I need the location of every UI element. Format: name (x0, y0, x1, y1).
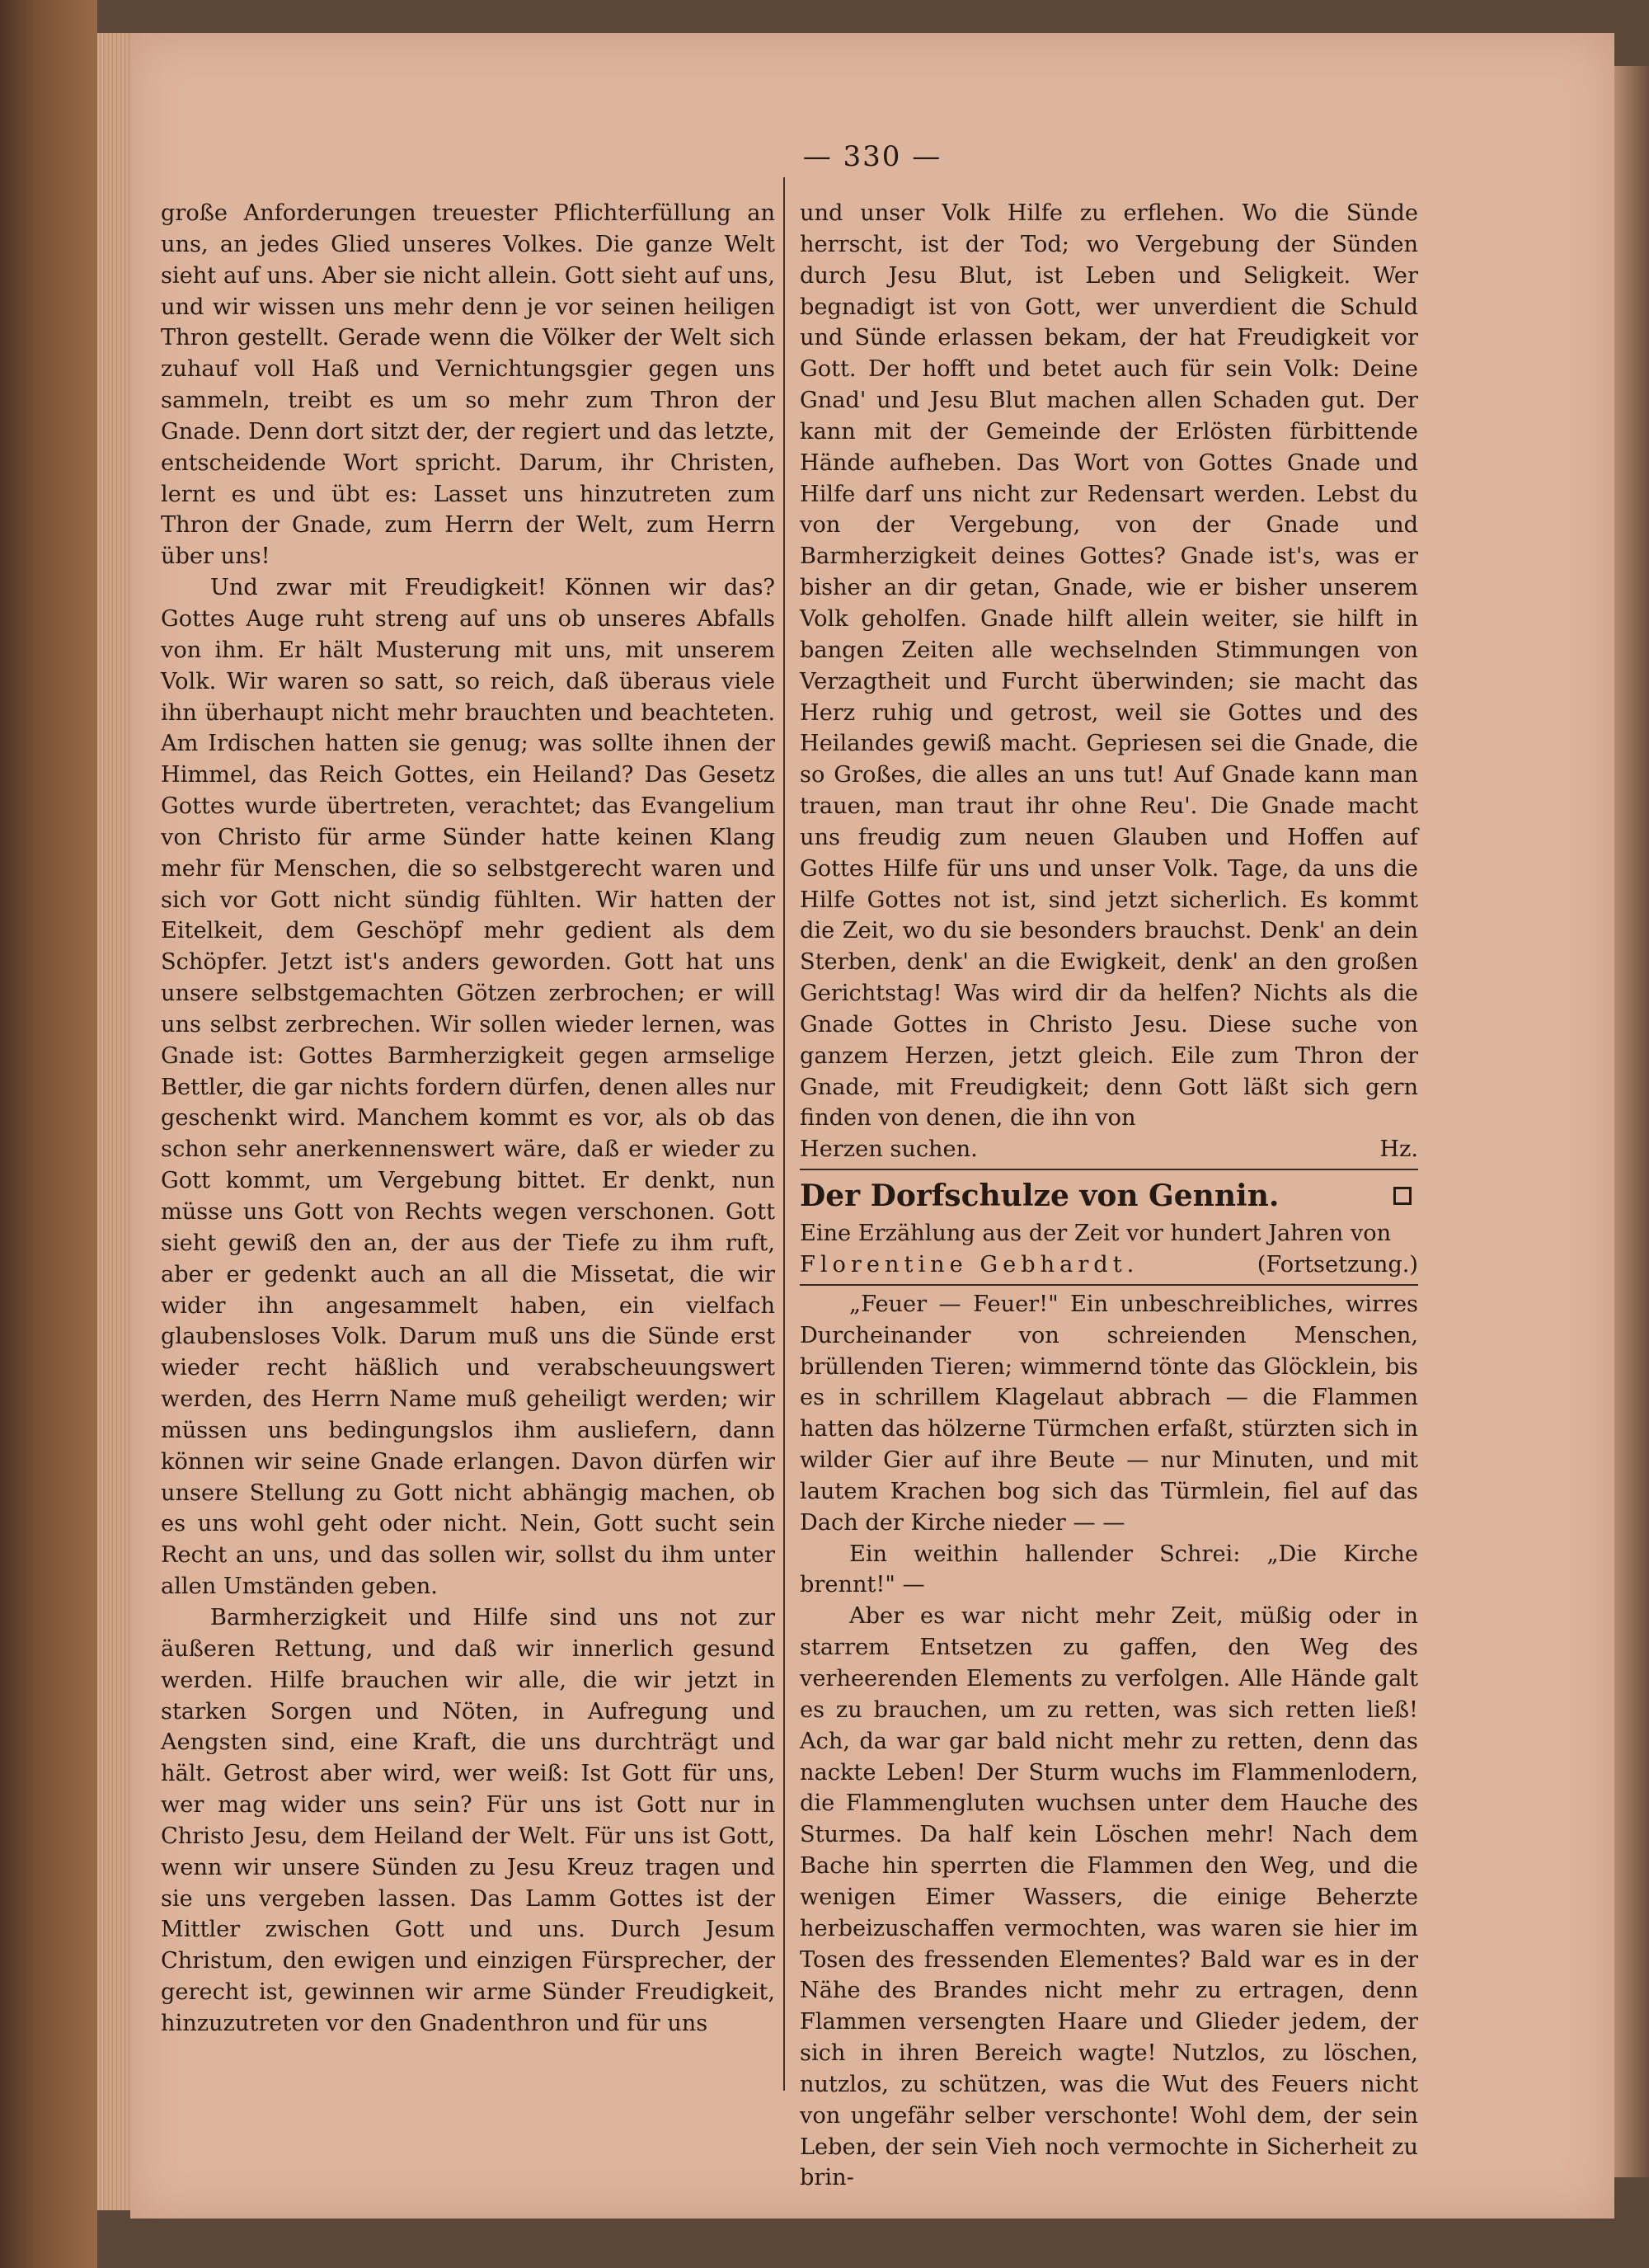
paragraph: Barmherzigkeit und Hilfe sind uns not zur äußeren Rettung, und daß wir innerlich gesund werden. Hilfe brauchen wir alle, die wir jetzt in starken Sorgen und Nöten, in Aufregung und Aengsten sind, eine Kraft, die uns durchträgt und hält. Getrost aber wird, wer weiß: Ist Gott für uns, wer mag wider uns sein? Für uns ist Gott nur in Christo Jesu, dem Heiland der Welt. Für uns ist Gott, wenn wir unsere Sünden zu Jesu Kreuz tragen und sie uns vergeben lassen. Das Lamm Gottes ist der Mittler zwischen Gott und uns. Durch Jesum Christum, den ewigen und einzigen Fürsprecher, der gerecht ist, gewinnen wir arme Sünder Freudigkeit, hinzuzutreten vor den Gnadenthron und für uns (161, 1604, 775, 2036)
page-edges (97, 33, 130, 2210)
story-heading (800, 1175, 1418, 1216)
paragraph: große Anforderungen treuester Pflichterfüllung an uns, an jedes Glied unseres Volkes. Die ganze Welt sieht auf uns. Aber sie nicht allein. Gott sieht auf uns, und wir wissen uns mehr denn je vor seinen heiligen Thron gestellt. Gerade wenn die Völker der Welt sich zuhauf voll Haß und Vernichtungsgier gegen uns sammeln, treibt es um so mehr zum Thron der Gnade. Denn dort sitzt der, der regiert und das letzte, entscheidende Wort spricht. Darum, ihr Christen, lernt es und übt es: Lasset uns hinzutreten zum Thron der Gnade, zum Herrn der Welt, zum Herrn über uns! (161, 200, 775, 570)
paragraph: Und zwar mit Freudigkeit! Können wir das? Gottes Auge ruht streng auf uns ob unseres Abfalls von ihm. Er hält Musterung mit uns, mit unserem Volk. Wir waren so satt, so reich, daß überaus viele ihn überhaupt nicht mehr brauchten und beachteten. Am Irdischen hatten sie genug; was sollte ihnen der Himmel, das Reich Gottes, ein Heiland? Das Gesetz Gottes wurde übertreten, verachtet; das Evangelium von Christo für arme Sünder hatte keinen Klang mehr für Menschen, die so selbstgerecht waren und sich vor Gott nicht sündig fühlten. Wir hatten der Eitelkeit, dem Geschöpf mehr gedient als dem Schöpfer. Jetzt ist's anders geworden. Gott hat uns unsere selbstgemachten Götzen zerbrochen; er will uns selbst zerbrechen. Wir sollen wieder lernen, was Gnade ist: Gottes Barmherzigkeit gegen armselige Bettler, die gar nichts fordern dürfen, denen alles nur geschenkt wird. Manchem kommt es vor, als ob das schon sehr anerkennenswert wäre, daß er wieder zu Gott kommt, um Vergebung bittet. Er denkt, nun müsse uns Gott von Rechts wegen verschonen. Gott sieht gewiß den an, der aus der Tiefe zu ihm ruft, aber er gedenkt auch an all die Missetat, die wir wider ihn angesammelt haben, ein vielfach glaubensloses Volk. Darum muß uns die Sünde erst wieder recht häßlich und verabscheuungswert werden, des Herrn Name muß geheiligt werden; wir müssen uns bedingungslos ihm ausliefern, dann können wir seine Gnade erlangen. Davon dürfen wir unsere Stellung zu Gott nicht abhängig machen, ob es uns wohl geht oder nicht. Nein, Gott sucht sein Recht an uns, und das sollen wir, sollst du ihm unter allen Umständen geben. (161, 575, 775, 1600)
story-subtitle: Eine Erzählung aus der Zeit vor hundert Jahren von (800, 1221, 1392, 1247)
closing-line (800, 1134, 1418, 1165)
paragraph: und unser Volk Hilfe zu erflehen. Wo die Sünde herrscht, ist der Tod; wo Vergebung der Sünden durch Jesu Blut, ist Leben und Seligkeit. Wer begnadigt ist von Gott, wer unverdient die Schuld und Sünde erlassen bekam, der hat Freudigkeit vor Gott. Der hofft und betet auch für sein Volk: Deine Gnad' und Jesu Blut machen allen Schaden gut. Der kann mit der Gemeinde der Erlösten fürbittende Hände aufheben. Das Wort von Gottes Gnade und Hilfe darf uns nicht zur Redensart werden. Lebst du von der Vergebung, von der Gnade und Barmherzigkeit deines Gottes? Gnade ist's, was er bisher an dir getan, Gnade, wie er bisher unserem Volk geholfen. Gnade hilft allein weiter, sie hilft in bangen Zeiten alle wechselnden Stimmungen von Verzagtheit und Furcht überwinden; sie macht das Herz ruhig und getrost, weil sie Gottes und des Heilandes gewiß macht. Gepriesen sei die Gnade, die so Großes, die alles an uns tut! Auf Gnade kann man trauen, man traut ihr ohne Reu'. Die Gnade macht uns freudig zum neuen Glauben und Hoffen auf Gottes Hilfe für uns und unser Volk. Tage, da uns die Hilfe Gottes not ist, sind jetzt sicherlich. Es kommt die Zeit, wo du sie besonders brauchst. Denk' an dein Sterben, denk' an die Ewigkeit, denk' an den großen Gerichtstag! Was wird dir da helfen? Nichts als die Gnade Gottes in Christo Jesu. Diese suche von ganzem Herzen, jetzt gleich. Eile zum Thron der Gnade, mit Freudigkeit; denn Gott läßt sich gern finden von denen, die ihn von (800, 200, 1418, 1132)
paragraph: Aber es war nicht mehr Zeit, müßig oder in starrem Entsetzen zu gaffen, den Weg des verheerenden Elements zu verfolgen. Alle Hände galt es zu brauchen, um zu retten, was sich retten ließ! Ach, da war gar bald nicht mehr zu retten, denn das nackte Leben! Der Sturm wuchs im Flammenlodern, die Flammengluten wuchsen unter dem Hauche des Sturmes. Da half kein Löschen mehr! Nach dem Bache hin sperrten die Flammen den Weg, und die wenigen Eimer Wassers, die einige Beherzte herbeizuschaffen vermochten, was waren sie hier im Tosen des fressenden Elementes? Bald war es in der Nähe des Brandes nicht mehr zu ertragen, denn Flammen versengten Haare und Glieder jedem, der sich in ihren Bereich wagte! Nutzlos, zu löschen, nutzlos, zu schützen, was die Wut des Feuers nicht von ungefähr selber verschonte! Wohl dem, der sein Leben, der sein Vieh noch vermochte in Sicherheit zu brin- (800, 1603, 1418, 2191)
story-author: Florentine Gebhardt. (800, 1252, 1139, 1278)
story-continuation: (Fortsetzung.) (1257, 1252, 1418, 1278)
right-page-rim (1614, 66, 1649, 2177)
right-column (800, 198, 1418, 2194)
section-rule (800, 1284, 1418, 1286)
left-column (161, 198, 775, 2040)
square-icon (1393, 1187, 1412, 1205)
author-signature: Hz. (1379, 1136, 1418, 1163)
paragraph: „Feuer — Feuer!" Ein unbeschreibliches, wirres Durcheinander von schreienden Menschen, brüllenden Tieren; wimmernd tönte das Glöcklein, bis es in schrillem Klagelaut abbrach — die Flammen hatten das hölzerne Türmchen erfaßt, stürzten sich in wilder Gier auf ihre Beute — nur Minuten, und mit lautem Krachen bog sich das Türmlein, fiel auf das Dach der Kirche nieder — — (800, 1291, 1418, 1536)
story-byline (800, 1249, 1418, 1281)
book-binding (0, 0, 97, 2268)
section-rule (800, 1169, 1418, 1170)
page-number: — 330 — (802, 140, 942, 173)
column-divider (783, 177, 785, 2091)
paragraph: Ein weithin hallender Schrei: „Die Kirche brennt!" — (800, 1541, 1418, 1598)
story-title: Der Dorfschulze von Gennin. (800, 1179, 1280, 1214)
closing-text: Herzen suchen. (800, 1136, 978, 1163)
